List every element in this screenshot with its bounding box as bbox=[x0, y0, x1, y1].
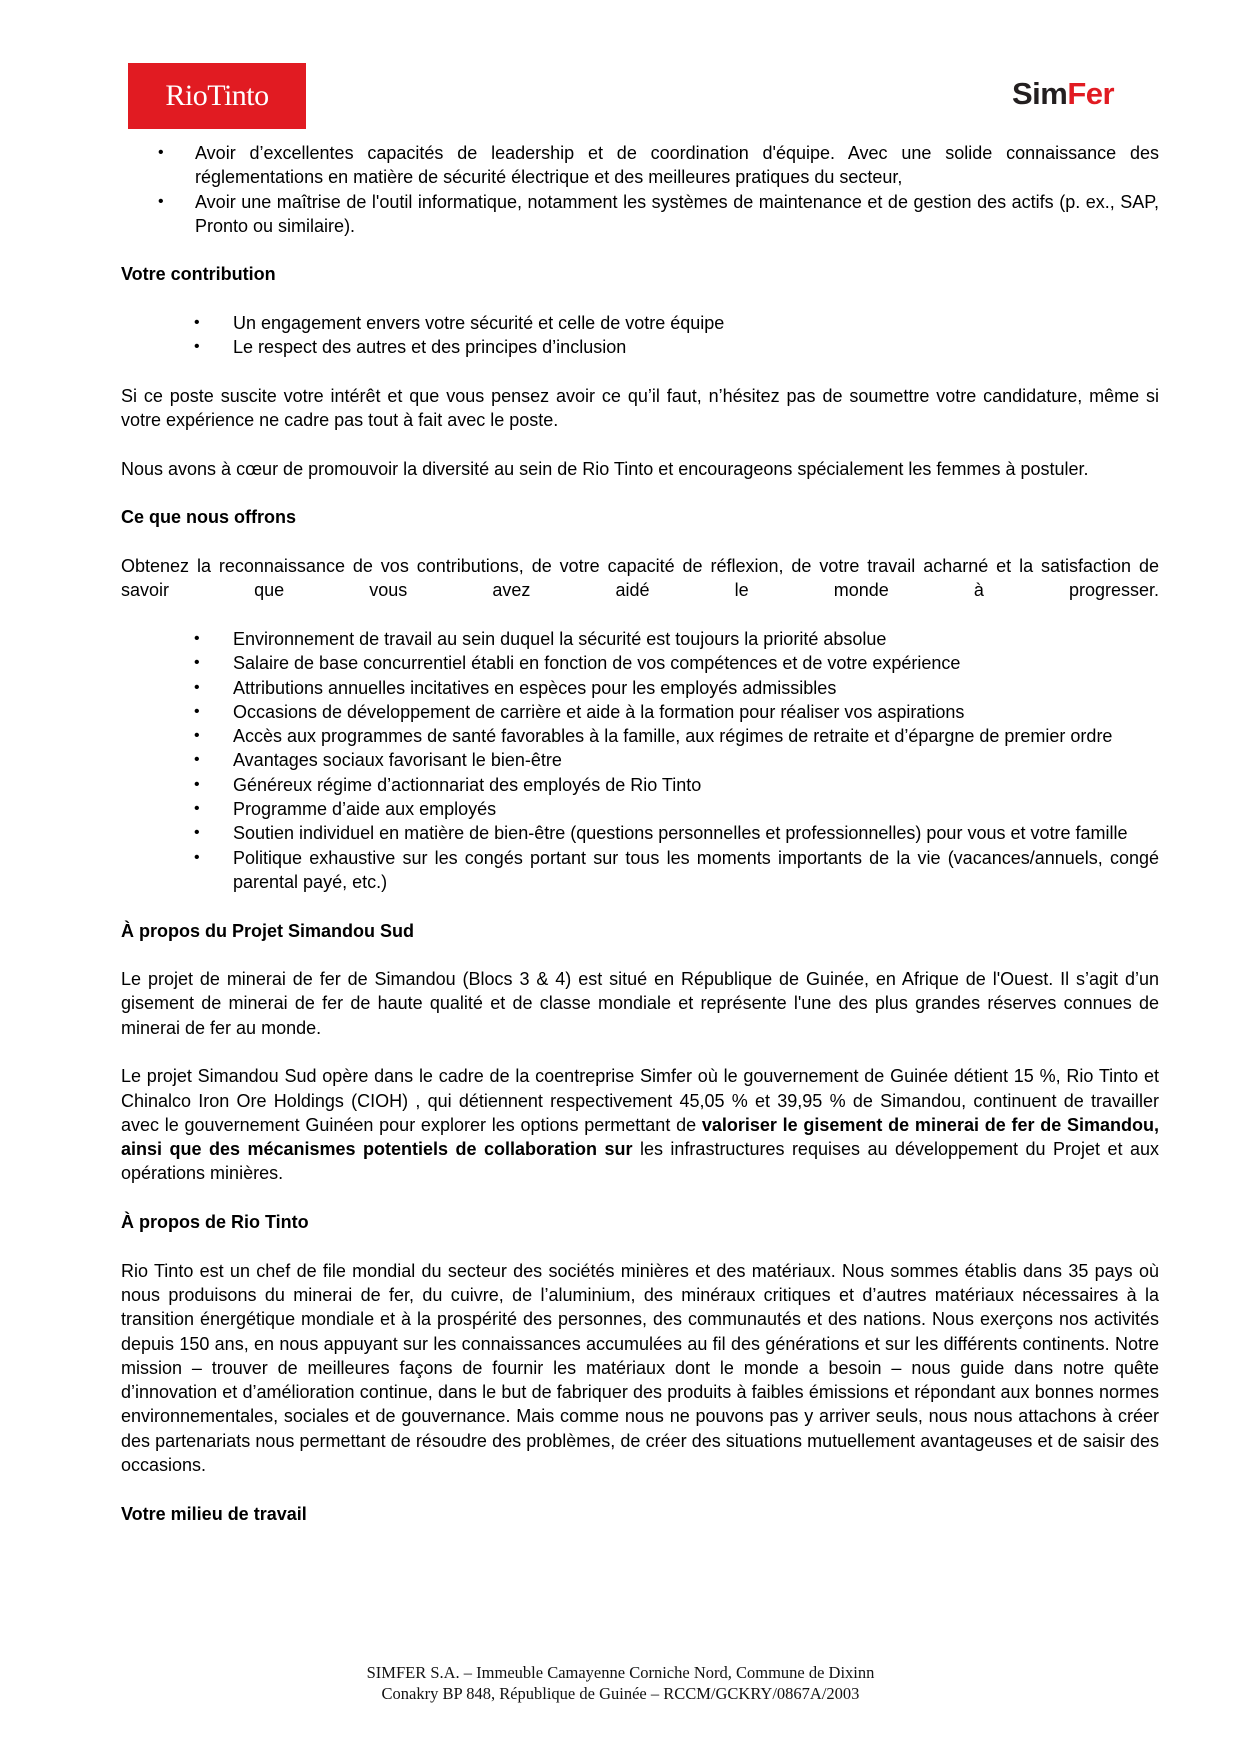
list-item: • Avoir d’excellentes capacités de leadership et de coordination d'équipe. Avec une solide connaissance des réglementations en matière de sécurité électrique et des meilleures pratiques du secteur, bbox=[158, 143, 1159, 188]
list-item: • Le respect des autres et des principes d’inclusion bbox=[121, 335, 1159, 359]
bullet-icon: • bbox=[194, 800, 200, 818]
list-item: • Attributions annuelles incitatives en espèces pour les employés admissibles bbox=[121, 676, 1159, 700]
footer-line-1: SIMFER S.A. – Immeuble Camayenne Corniche Nord, Commune de Dixinn bbox=[366, 1663, 875, 1682]
requirements-list bbox=[121, 141, 1159, 238]
list-item: • Généreux régime d’actionnariat des employés de Rio Tinto bbox=[121, 773, 1159, 797]
simfer-logo-fer: Fer bbox=[1067, 76, 1115, 111]
section-heading-offers: Ce que nous offrons bbox=[121, 507, 296, 528]
list-item: • Soutien individuel en matière de bien-être (questions personnelles et professionnelles) pour vous et votre famille bbox=[121, 821, 1159, 845]
bullet-icon: • bbox=[194, 727, 200, 745]
section-heading-simandou: À propos du Projet Simandou Sud bbox=[121, 920, 415, 941]
section-heading-contribution: Votre contribution bbox=[121, 264, 276, 285]
contribution-list bbox=[121, 311, 1159, 360]
contribution-paragraph-1: Si ce poste suscite votre intérêt et que vous pensez avoir ce qu’il faut, n’hésitez pas de soumettre votre candidature, même si votre expérience ne cadre pas tout à fait avec le poste. bbox=[121, 385, 1159, 431]
bullet-icon: • bbox=[194, 629, 200, 647]
bullet-icon: • bbox=[194, 775, 200, 793]
list-item: • Programme d’aide aux employés bbox=[121, 797, 1159, 821]
bullet-icon: • bbox=[194, 751, 200, 769]
bullet-icon: • bbox=[194, 848, 200, 866]
section-heading-rio-tinto: À propos de Rio Tinto bbox=[121, 1212, 309, 1233]
list-item: • Avoir une maîtrise de l'outil informatique, notamment les systèmes de maintenance et de gestion des actifs (p. ex., SAP, Pronto ou similaire). bbox=[158, 191, 1159, 236]
simfer-logo-sim: Sim bbox=[1012, 76, 1068, 111]
offers-intro: Obtenez la reconnaissance de vos contributions, de votre capacité de réflexion, de votre travail acharné et la satisfaction de savoir que vous avez aidé le monde à progresser. bbox=[121, 556, 1159, 601]
offers-list bbox=[121, 627, 1159, 894]
bullet-icon: • bbox=[194, 314, 200, 332]
list-item: • Environnement de travail au sein duquel la sécurité est toujours la priorité absolue bbox=[121, 627, 1159, 651]
list-item: • Occasions de développement de carrière et aide à la formation pour réaliser vos aspirations bbox=[121, 700, 1159, 724]
simandou-paragraph-2: Le projet Simandou Sud opère dans le cadre de la coentreprise Simfer où le gouvernement de Guinée détient 15 %, Rio Tinto et Chinalco Iron Ore Holdings (CIOH) , qui détiennent respectivement 45,05 % et 39,95 % de Simandou, continuent de travailler avec le gouvernement Guinéen pour explorer les options permettant de valoriser le gisement de minerai de fer de Simandou, ainsi que des mécanismes potentiels de collaboration sur les infrastructures requises au développement du Projet et aux opérations minières. bbox=[121, 1066, 1160, 1184]
list-item: • Un engagement envers votre sécurité et celle de votre équipe bbox=[121, 311, 1159, 335]
list-item: • Politique exhaustive sur les congés portant sur tous les moments importants de la vie (vacances/annuels, congé parental payé, etc.) bbox=[194, 847, 1159, 892]
simandou-paragraph-1: Le projet de minerai de fer de Simandou (Blocs 3 & 4) est situé en République de Guinée, en Afrique de l'Ouest. Il s’agit d’un gisement de minerai de fer de haute qualité et de classe mondiale et représente l'une des plus grandes réserves connues de minerai de fer au monde. bbox=[121, 969, 1159, 1038]
list-item: • Accès aux programmes de santé favorables à la famille, aux régimes de retraite et d’épargne de premier ordre bbox=[121, 724, 1159, 748]
footer-line-2: Conakry BP 848, République de Guinée – RCCM/GCKRY/0867A/2003 bbox=[381, 1684, 860, 1703]
rio-tinto-logo bbox=[128, 63, 306, 129]
list-item: • Salaire de base concurrentiel établi en fonction de vos compétences et de votre expérience bbox=[121, 651, 1159, 675]
bullet-icon: • bbox=[194, 654, 200, 672]
simandou-bold-text: valoriser le gisement de minerai de fer de Simandou, ainsi que des mécanismes potentiels de collaboration sur bbox=[121, 1114, 1159, 1160]
section-heading-workplace: Votre milieu de travail bbox=[121, 1503, 307, 1524]
bullet-icon: • bbox=[158, 144, 164, 161]
contribution-paragraph-2: Nous avons à cœur de promouvoir la diversité au sein de Rio Tinto et encourageons spécialement les femmes à postuler. bbox=[121, 458, 1089, 479]
rio-tinto-logo-text: RioTinto bbox=[165, 79, 269, 112]
page-footer bbox=[0, 1662, 1241, 1704]
bullet-icon: • bbox=[194, 338, 200, 356]
bullet-icon: • bbox=[194, 702, 200, 720]
rio-tinto-paragraph: Rio Tinto est un chef de file mondial du secteur des sociétés minières et des matériaux. Nous sommes établis dans 35 pays où nous produisons du minerai de fer, du cuivre, de l’aluminium, des minéraux critiques et d’autres matériaux nécessaires à la transition énergétique mondiale et à la prospérité des personnes, des communautés et des nations. Nous exerçons nos activités depuis 150 ans, en nous appuyant sur les connaissances accumulées au fil des générations et sur les différents continents. Notre mission – trouver de meilleures façons de fournir les matériaux dont le monde a besoin – nous guide dans notre quête d’innovation et d’amélioration continue, dans le but de fabriquer des produits à faibles émissions et répondant aux bonnes normes environnementales, sociales et de gouvernance. Mais comme nous ne pouvons pas y arriver seuls, nous nous attachons à créer des partenariats nous permettant de résoudre des problèmes, de créer des situations mutuellement avantageuses et de saisir des occasions. bbox=[121, 1260, 1159, 1476]
bullet-icon: • bbox=[194, 678, 200, 696]
document-body bbox=[121, 141, 1159, 1526]
simfer-logo bbox=[1012, 76, 1114, 112]
bullet-icon: • bbox=[194, 824, 200, 842]
bullet-icon: • bbox=[158, 192, 164, 210]
list-item: • Avantages sociaux favorisant le bien-être bbox=[121, 748, 1159, 772]
